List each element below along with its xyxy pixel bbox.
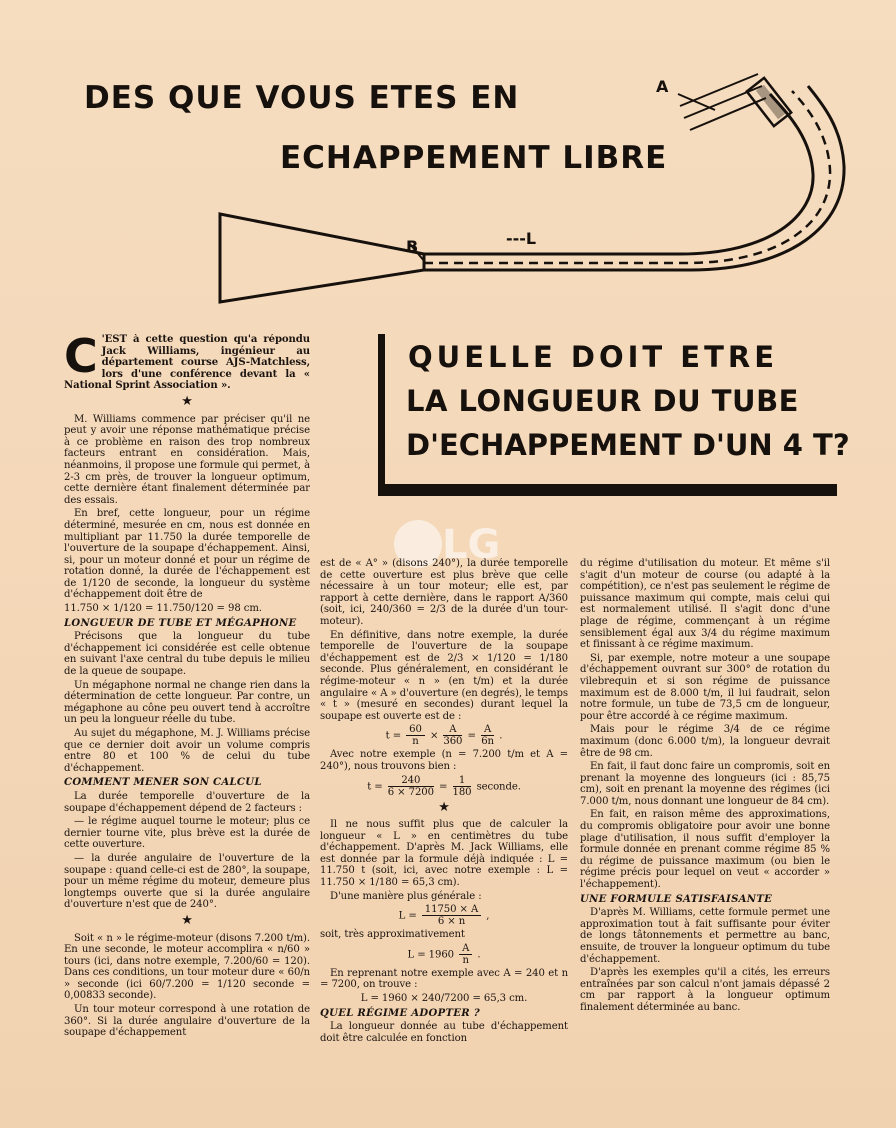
paragraph: soit, très approximativement [320,929,465,941]
paragraph: En fait, il faut donc faire un compromis, soit en prenant la moyenne des longueurs (ici : 85,75 cm), soit en prenant la moyenne des régimes (ici 7.000 t/m, nous donnant une longueur de 84 cm). [580,761,830,807]
fraction [481,724,494,747]
formula-operator: = [467,730,476,742]
fraction [459,943,472,966]
question-line-1: QUELLE DOIT ETRE [408,340,779,374]
denominator: 180 [452,786,472,798]
denominator: 6n [481,736,494,748]
formula-operator: × [429,730,439,742]
paragraph: La durée temporelle d'ouverture de la soupape d'échappement dépend de 2 facteurs : [64,790,310,814]
fraction [388,775,434,798]
star-separator: ★ [438,799,450,815]
paragraph: D'après M. Williams, cette formule permet une approximation tout à fait suffisante pour éviter de longs tâtonnements et permettre au banc, ensuite, de trouver la longueur optimum du tube d'échappement. [580,907,830,965]
paragraph: Un mégaphone normal ne change rien dans la détermination de cette longueur. Par contre, un mégaphone au cône peu ouvert tend à accroître un peu la longueur réelle du tube. [64,679,310,726]
formula-text: L = [398,910,417,922]
paragraph: D'une manière plus générale : [330,890,482,902]
article-column-2 [320,558,568,1088]
formula-text: t = [367,781,383,792]
numerator: 11750 × A [422,904,481,916]
formula-operator: = [439,781,448,792]
paragraph: Précisons que la longueur du tube d'échappement ici considérée est celle obtenue en suivant l'axe central du tube depuis le milieu de la queue de soupape. [64,631,310,678]
formula-text: . [477,949,481,961]
paragraph: En reprenant notre exemple avec A = 240 et n = 7200, on trouve : [320,967,568,991]
diagram-label-l: ---L [506,229,537,248]
section-heading: COMMENT MENER SON CALCUL [64,777,262,789]
numerator: A [481,724,494,736]
paragraph: — la durée angulaire de l'ouverture de la soupape : quand celle-ci est de 280°, la soupape, pour un même régime du moteur, demeure plus longtemps ouverte que si la durée angulaire d'ouverture n'est que de 240°. [64,852,310,911]
exhaust-valve-head [747,78,791,126]
paragraph: Avec notre exemple (n = 7.200 t/m et A = 240°), nous trouvons bien : [320,749,568,772]
question-line-2: LA LONGUEUR DU TUBE [406,384,799,418]
paragraph: Mais pour le régime 3/4 de ce régime maximum (donc 6.000 t/m), la longueur devrait être de 98 cm. [580,724,830,759]
headline-line-1: DES QUE VOUS ETES EN [84,80,520,116]
formula-text: seconde. [476,781,521,792]
section-heading: QUEL RÉGIME ADOPTER ? [320,1007,480,1019]
paragraph: M. Williams commence par préciser qu'il ne peut y avoir une réponse mathématique précise à ce problème en raison des trop nombreux facteurs entrant en considération. Mais, néanmoins, il propose une formule qui permet, à 2-3 cm près, de trouver la longueur optimum, cette dernière étant finalement déterminée par des essais. [64,413,310,506]
fraction [422,904,481,927]
denominator: 6 × 7200 [387,786,434,798]
exhaust-pipe-diagram [210,66,860,306]
paragraph: est de « A° » (disons 240°), la durée temporelle de cette ouverture est plus brève que celle nécessaire à un tour moteur; elle est, par rapport à cette dernière, dans le rapport A/360 (soit, ici, 240/360 = 2/3 de la durée d'un tour-moteur). [320,558,568,627]
section-heading: UNE FORMULE SATISFAISANTE [580,893,773,905]
numerator: 60 [406,724,425,736]
paragraph: Au sujet du mégaphone, M. J. Williams précise que ce dernier doit avoir un volume compris entre 80 et 100 % de celui du tube d'échappement. [64,728,310,774]
denominator: 360 [443,736,463,748]
denominator: n [462,954,469,966]
formula-text: , [486,910,490,922]
article-column-3 [580,558,830,1088]
pipe-outer-line [424,94,813,254]
numerator: A [443,724,462,736]
diagram-label-b: B [406,237,419,256]
paragraph: du régime d'utilisation du moteur. Et même s'il s'agit d'un moteur de course (ou adapté à la compétition), ce n'est pas seulement le régime de puissance maximum qui compte, mais celui qui est normalement utilisé. Il s'agit donc d'une plage de régime, commençant à un régime sensiblement égal aux 3/4 du régime maximum et finissant à ce régime maximum. [580,558,830,651]
denominator: 6 × n [437,916,466,928]
formula-l-approx [320,943,568,966]
paragraph: En bref, cette longueur, pour un régime déterminé, mesurée en cm, nous est donnée en multipliant par 11.750 la durée temporelle de l'ouverture de la soupape d'échappement. Ainsi, si, pour un moteur donné et pour un régime de rotation donné, la durée de l'échappement est de 1/120 de seconde, la longueur du système d'échappement doit être de [64,508,310,601]
fraction [443,724,462,747]
intro-text: 'EST à cette question qu'a répondu Jack Williams, ingénieur au département course AJS-Matchless, lors d'une conférence devant la « National Sprint Association ». [64,334,310,392]
formula-t-general [320,724,568,747]
formula-t-example [320,775,568,798]
drop-cap: C [64,334,98,383]
paragraph: D'après les exemples qu'il a cités, les erreurs entraînées par son calcul n'ont jamais dépassé 2 cm par rapport à la longueur optimum finalement déterminée au banc. [580,967,830,1013]
formula-text: t = [385,730,402,742]
star-separator: ★ [181,912,193,928]
formula-text: . [499,730,503,742]
headline-line-2: ECHAPPEMENT LIBRE [280,140,668,176]
star-separator: ★ [181,393,193,409]
question-line-3: D'ECHAPPEMENT D'UN 4 T? [406,428,850,462]
pointer-a-line [678,94,715,110]
paragraph: Il ne nous suffit plus que de calculer la longueur « L » en centimètres du tube d'échappement. D'après M. Jack Williams, elle est donnée par la formule déjà indiquée : L = 11.750 t (soit, ici, avec notre exemple : L = 11.750 × 1/180 = 65,3 cm). [320,819,568,889]
fraction [406,724,425,747]
paragraph: En fait, en raison même des approximations, du compromis obligatoire pour avoir une bonne plage d'utilisation, il nous suffit d'employer la formule donnée en prenant comme régime 85 % du régime de puissance maximum (ou bien le régime précis pour lequel on veut « accorder » l'échappement). [580,809,830,891]
paragraph: — le régime auquel tourne le moteur; plus ce dernier tourne vite, plus brève est la durée de cette ouverture. [64,816,310,851]
numerator: 1 [453,775,472,787]
paragraph: Soit « n » le régime-moteur (disons 7.200 t/m). En une seconde, le moteur accomplira « n/60 » tours (ici, dans notre exemple, 7.200/60 = 120). Dans ces conditions, un tour moteur dure « 60/n » seconde (ici 60/7.200 = 1/120 seconde = 0,00833 seconde). [64,932,310,1002]
paragraph: Un tour moteur correspond à une rotation de 360°. Si la durée angulaire d'ouverture de la soupape d'échappement [64,1004,310,1039]
article-column-1 [64,334,310,1120]
valve-stem-lines [680,74,766,130]
numerator: A [459,943,472,955]
diagram-label-a: A [656,77,669,96]
watermark-text: LG [442,522,501,568]
formula-text: L = 1960 [407,949,454,961]
paragraph: En définitive, dans notre exemple, la durée temporelle de l'ouverture de la soupape d'échappement est de 2/3 × 1/120 = 1/180 seconde. Plus généralement, en considérant le régime-moteur « n » (en t/m) et la durée angulaire « A » d'ouverture (en degrés), le temps « t » (mesuré en secondes) durant lequel la soupape est ouverte est de : [320,629,568,722]
fraction [453,775,472,798]
numerator: 240 [388,775,434,787]
intro-paragraph [64,334,310,392]
paragraph: La longueur donnée au tube d'échappement doit être calculée en fonction [320,1021,568,1044]
denominator: n [412,736,419,748]
section-heading: LONGUEUR DE TUBE ET MÉGAPHONE [64,617,297,629]
formula-length-example: 11.750 × 1/120 = 11.750/120 = 98 cm. [64,603,262,615]
formula-l-example: L = 1960 × 240/7200 = 65,3 cm. [360,993,528,1005]
paragraph: Si, par exemple, notre moteur a une soupape d'échappement ouvrant sur 300° de rotation du vilebrequin et si son régime de puissance maximum est de 8.000 t/m, il lui faudrait, selon notre formule, un tube de 73,5 cm de longueur, pour être accordé à ce régime maximum. [580,652,830,722]
formula-l-general [320,904,568,927]
megaphone-outline [220,214,424,302]
